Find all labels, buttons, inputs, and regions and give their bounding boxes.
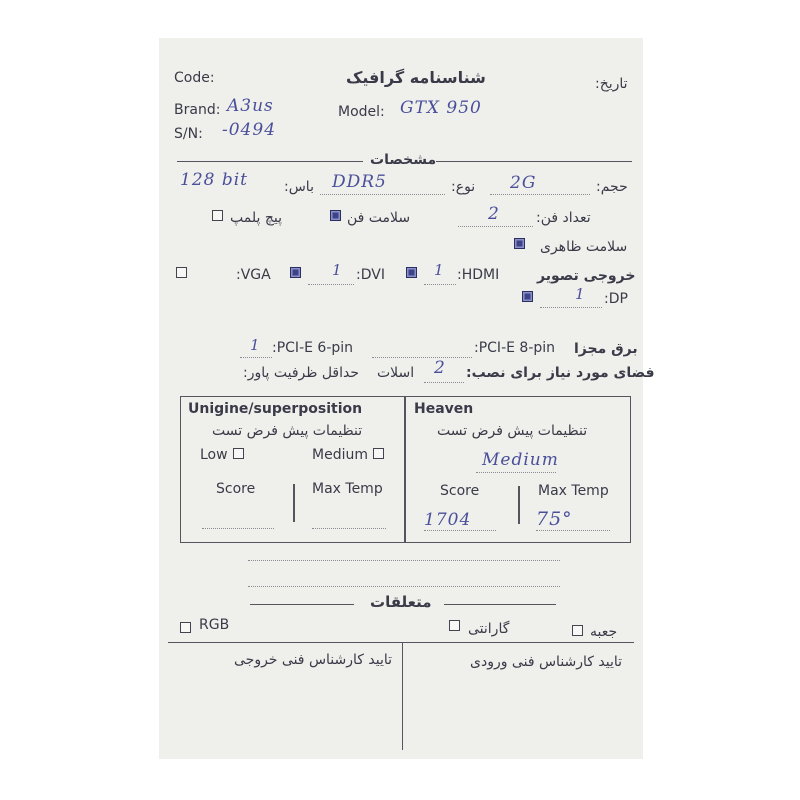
hdmi-checkbox[interactable]	[406, 267, 417, 278]
pcie6-dotted-line	[240, 357, 272, 358]
heaven-preset-label: تنظیمات پیش فرض تست	[437, 423, 588, 439]
brand-value: A3us	[227, 96, 274, 116]
power-label: برق مجزا	[574, 341, 638, 357]
box-checkbox[interactable]	[572, 625, 583, 636]
specs-heading: مشخصات	[370, 152, 437, 168]
box-label: جعبه	[590, 624, 618, 640]
appearance-checkbox[interactable]	[514, 238, 525, 249]
rgb-checkbox[interactable]	[180, 622, 191, 633]
fan-health-label: سلامت فن	[347, 210, 411, 226]
pcie6-label: :PCI-E 6-pin	[272, 340, 354, 356]
bus-label: باس:	[284, 179, 314, 195]
accessories-heading: متعلقات	[370, 593, 432, 611]
warranty-label: گارانتی	[468, 621, 510, 637]
date-label: تاریخ:	[595, 76, 628, 92]
pcie8-label: :PCI-E 8-pin	[474, 340, 556, 356]
unigine-maxtemp-label: Max Temp	[312, 481, 383, 497]
specs-divider-left	[177, 161, 363, 162]
type-dotted-line	[320, 194, 445, 195]
bus-value: 128 bit	[180, 170, 249, 190]
model-value: GTX 950	[400, 98, 482, 118]
fan-count-value: 2	[488, 204, 500, 224]
dvi-checkbox[interactable]	[290, 267, 301, 278]
type-value: DDR5	[332, 172, 387, 192]
output-label: خروجی تصویر	[537, 268, 636, 284]
dp-label: :DP	[604, 291, 628, 307]
hdmi-label: :HDMI	[457, 267, 500, 283]
entry-approval-label: تایید کارشناس فنی ورودی	[470, 654, 623, 670]
appearance-label: سلامت ظاهری	[540, 239, 628, 255]
approval-column-divider	[402, 642, 403, 750]
unigine-column-divider	[293, 484, 295, 522]
capacity-dotted-line	[490, 194, 590, 195]
hdmi-value: 1	[434, 261, 445, 279]
heaven-maxtemp-dotted-line	[536, 530, 610, 531]
seal-screw-label: پیچ پلمپ	[230, 210, 282, 226]
sn-value: -0494	[222, 120, 277, 140]
heaven-maxtemp-value: 75°	[536, 508, 573, 530]
notes-line-2	[248, 586, 560, 587]
unigine-score-dotted-line	[202, 528, 274, 529]
sn-label: S/N:	[174, 126, 203, 142]
fan-count-dotted-line	[458, 226, 533, 227]
fan-count-label: تعداد فن:	[536, 210, 591, 226]
capacity-value: 2G	[510, 173, 537, 193]
accessories-divider-right	[444, 604, 556, 605]
slot-value: 2	[434, 358, 446, 378]
exit-approval-label: تایید کارشناس فنی خروجی	[234, 652, 393, 668]
code-label: Code:	[174, 70, 215, 86]
fan-health-checkbox[interactable]	[330, 210, 341, 221]
slot-label: اسلات	[377, 365, 415, 381]
pcie8-dotted-line	[372, 357, 472, 358]
tests-table-divider	[404, 396, 406, 543]
heaven-preset-value: Medium	[482, 450, 559, 470]
unigine-maxtemp-dotted-line	[312, 528, 386, 529]
min-psu-label: حداقل ظرفیت پاور:	[243, 365, 360, 381]
dvi-value: 1	[332, 261, 343, 279]
heaven-score-label: Score	[440, 483, 480, 499]
unigine-medium-checkbox[interactable]	[373, 448, 384, 459]
heaven-score-value: 1704	[424, 510, 472, 530]
hdmi-dotted-line	[424, 284, 456, 285]
heaven-maxtemp-label: Max Temp	[538, 483, 609, 499]
vga-checkbox[interactable]	[176, 267, 187, 278]
capacity-label: حجم:	[596, 179, 628, 195]
seal-screw-checkbox[interactable]	[212, 210, 223, 221]
heaven-score-dotted-line	[424, 530, 496, 531]
heaven-column-divider	[518, 486, 520, 524]
vga-label: :VGA	[236, 267, 271, 283]
accessories-divider-left	[250, 604, 354, 605]
dvi-dotted-line	[308, 284, 354, 285]
approval-divider	[168, 642, 634, 643]
install-space-label: فضای مورد نیاز برای نصب:	[466, 365, 655, 381]
dp-dotted-line	[540, 307, 602, 308]
rgb-label: RGB	[199, 617, 230, 633]
heaven-preset-dotted-line	[476, 472, 556, 473]
dvi-label: :DVI	[356, 267, 385, 283]
pcie6-value: 1	[250, 336, 261, 354]
unigine-low-label: Low	[200, 447, 228, 463]
type-label: نوع:	[451, 179, 476, 195]
warranty-checkbox[interactable]	[449, 620, 460, 631]
heaven-title: Heaven	[414, 401, 474, 417]
unigine-title: Unigine/superposition	[188, 401, 363, 417]
model-label: Model:	[338, 104, 385, 120]
unigine-low-checkbox[interactable]	[233, 448, 244, 459]
specs-divider-right	[436, 161, 632, 162]
slot-dotted-line	[424, 382, 464, 383]
dp-value: 1	[575, 285, 586, 303]
notes-line-1	[248, 560, 560, 561]
unigine-score-label: Score	[216, 481, 256, 497]
dp-checkbox[interactable]	[522, 291, 533, 302]
brand-label: Brand:	[174, 102, 221, 118]
unigine-medium-label: Medium	[312, 447, 368, 463]
form-title: شناسنامه گرافیک	[346, 68, 486, 87]
unigine-preset-label: تنظیمات پیش فرض تست	[212, 423, 363, 439]
